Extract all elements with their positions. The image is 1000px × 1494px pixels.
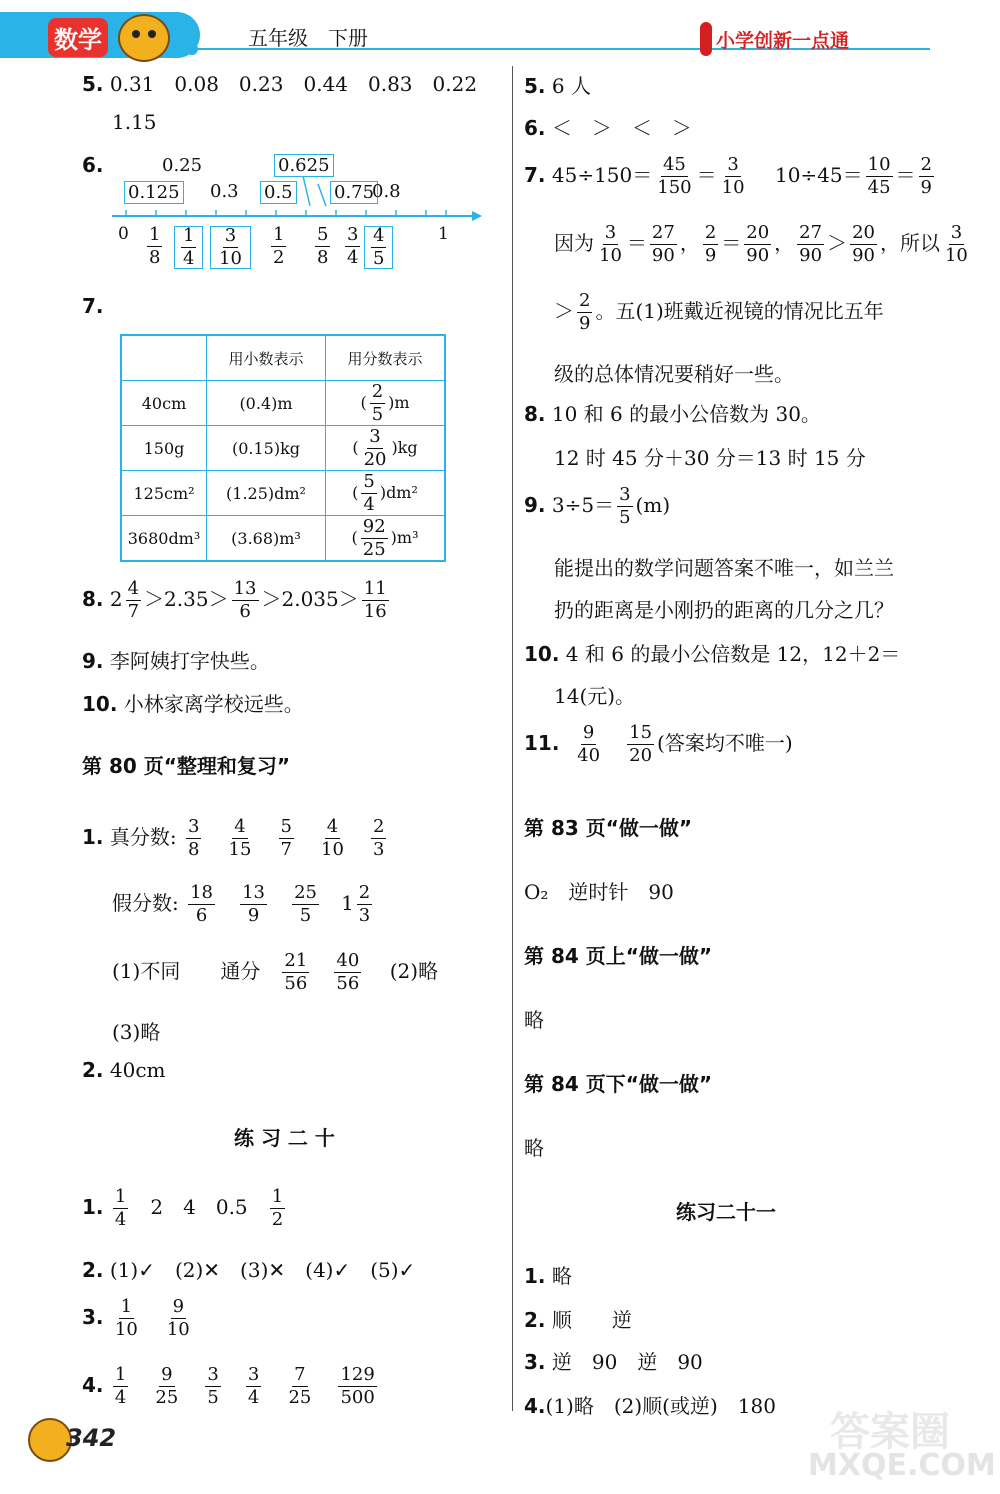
- left-q9: 9. 李阿姨打字快些。: [82, 649, 270, 673]
- table-row: [121, 516, 445, 562]
- right-r9-line1: 9. 3÷5＝ $\frac{3}{5}$ (m): [524, 484, 671, 528]
- left-e4: 4. $\frac{1}{4}$ $\frac{9}{25}$ $\frac{3}{5}$ $\frac{3}{4}$ $\frac{7}{25}$ $\frac{129}{500}$: [82, 1364, 375, 1408]
- book-title: 小学创新一点通: [716, 30, 850, 52]
- left-q5: 5. 0.31 0.08 0.23 0.44 0.83 0.22: [82, 72, 478, 96]
- table-header-cell: [121, 335, 207, 381]
- left-q6-num: 6.: [82, 153, 104, 177]
- right-r9-line3: 扔的距离是小刚扔的距离的几分之几？: [554, 598, 894, 622]
- right-r8-line2: 12 时 45 分＋30 分＝13 时 15 分: [554, 446, 866, 470]
- section-heading: 第 80 页“整理和复习”: [82, 754, 291, 778]
- right-r11: 11. $\frac{9}{40}$ $\frac{15}{20}$ (答案均不唯一): [524, 722, 793, 766]
- table-cell: (3.68)m³: [207, 516, 326, 562]
- table-cell: 125cm²: [121, 471, 207, 516]
- right-r9-line2: 能提出的数学问题答案不唯一，如兰兰: [554, 556, 894, 580]
- left-s1-line4: (3)略: [112, 1020, 161, 1044]
- table-header-row: [121, 335, 445, 381]
- page-number: 342: [66, 1424, 117, 1452]
- table-cell: 3680dm³: [121, 516, 207, 562]
- right-s84b: 略: [524, 1136, 544, 1160]
- number-line-axis: [108, 170, 488, 230]
- q5-values: 0.31 0.08 0.23 0.44 0.83 0.22: [109, 72, 478, 96]
- section-heading: 第 83 页“做一做”: [524, 816, 693, 840]
- watermark-url: MXQE.COM: [808, 1448, 996, 1483]
- nl-label: 0.25: [162, 155, 203, 176]
- table-cell: ( $\frac{3}{20}$ )kg: [326, 426, 446, 471]
- right-r7-line2: 因为 $\frac{3}{10}$ ＝ $\frac{27}{90}$ ， $\frac{2}{9}$ ＝ $\frac{20}{90}$ ， $\frac{27}{90}$ ＞ $\frac{20}{90}$ ，所以 $\frac{3}{10}$: [554, 222, 968, 266]
- nl-frac: $\frac{3}{4}$: [347, 224, 359, 268]
- left-e3: 3. $\frac{1}{10}$ $\frac{9}{10}$: [82, 1296, 190, 1340]
- q5-values-line2: 1.15: [112, 110, 157, 134]
- right-r6: 6. ＜ ＞ ＜ ＞: [524, 116, 692, 140]
- left-s1-improper: 假分数: $\frac{18}{6}$ $\frac{13}{9}$ $\frac{25}{5}$ 1 $\frac{2}{3}$: [112, 882, 371, 926]
- right-r5: 5. 6 人: [524, 74, 591, 98]
- left-s1-proper: 1. 真分数: $\frac{3}{8}$ $\frac{4}{15}$ $\frac{5}{7}$ $\frac{4}{10}$ $\frac{2}{3}$: [82, 816, 385, 860]
- right-x4: 4.(1)略 (2)顺(或逆) 180: [524, 1394, 776, 1418]
- table-cell: (1.25)dm²: [207, 471, 326, 516]
- table-header-cell: 用分数表示: [326, 335, 446, 381]
- right-s83: O₂ 逆时针 90: [524, 880, 674, 904]
- nl-label: 0.8: [372, 181, 401, 202]
- column-divider: [512, 66, 513, 1411]
- left-e1: 1. $\frac{1}{4}$ 2 4 0.5 $\frac{1}{2}$: [82, 1186, 284, 1230]
- table-cell: ( $\frac{92}{25}$ )m³: [326, 516, 446, 562]
- table-row: [121, 381, 445, 426]
- nl-zero: 0: [118, 224, 129, 244]
- conversion-table: [120, 334, 446, 562]
- exercise-heading: 练习二十一: [676, 1200, 776, 1224]
- right-x2: 2. 顺 逆: [524, 1308, 632, 1332]
- nl-one: 1: [438, 224, 449, 244]
- nl-label-boxed: 0.125: [124, 181, 184, 204]
- right-r10-line1: 10. 4 和 6 的最小公倍数是 12，12＋2＝: [524, 642, 901, 666]
- table-header-cell: 用小数表示: [207, 335, 326, 381]
- table-cell: (0.4)m: [207, 381, 326, 426]
- nl-frac-boxed: $\frac{3}{10}$: [210, 226, 251, 269]
- nl-label-boxed: 0.625: [274, 154, 334, 177]
- table-cell: 40cm: [121, 381, 207, 426]
- grade-label: 五年级 下册: [248, 26, 368, 50]
- book-ribbon-icon: [700, 22, 712, 56]
- nl-frac-boxed: $\frac{4}{5}$: [364, 226, 393, 269]
- right-r10-line2: 14(元)。: [554, 684, 636, 708]
- nl-label-boxed: 0.5: [260, 181, 297, 204]
- watermark-logo: 答案圈: [830, 1409, 950, 1455]
- left-q7-num: 7.: [82, 294, 104, 318]
- subject-badge: 数学: [48, 18, 108, 57]
- right-x1: 1. 略: [524, 1264, 572, 1288]
- section-heading: 第 84 页下“做一做”: [524, 1072, 713, 1096]
- nl-label-boxed: 0.75: [330, 181, 378, 204]
- nl-frac: $\frac{1}{8}$: [149, 224, 161, 268]
- nl-frac: $\frac{5}{8}$: [317, 224, 329, 268]
- table-cell: 150g: [121, 426, 207, 471]
- nl-frac-boxed: $\frac{1}{4}$: [174, 226, 203, 269]
- left-q10: 10. 小林家离学校远些。: [82, 692, 304, 716]
- left-s1-line3: (1)不同 通分 $\frac{21}{56}$ $\frac{40}{56}$ (2)略: [112, 950, 439, 994]
- right-r7-line3: ＞ $\frac{2}{9}$ 。五(1)班戴近视镜的情况比五年: [554, 290, 884, 334]
- nl-label: 0.3: [210, 181, 239, 202]
- right-r7-line1: 7. 45÷150＝ $\frac{45}{150}$ ＝ $\frac{3}{10}$ 10÷45＝ $\frac{10}{45}$ ＝ $\frac{2}{9}$: [524, 154, 932, 198]
- table-cell: ( $\frac{2}{5}$ )m: [326, 381, 446, 426]
- mascot-icon: [118, 14, 170, 62]
- table-cell: ( $\frac{5}{4}$ )dm²: [326, 471, 446, 516]
- left-q8: 8. 2 $\frac{4}{7}$ ＞2.35＞ $\frac{13}{6}$ ＞2.035＞ $\frac{11}{16}$: [82, 578, 387, 622]
- table-cell: (0.15)kg: [207, 426, 326, 471]
- table-row: [121, 426, 445, 471]
- right-r7-line4: 级的总体情况要稍好一些。: [554, 362, 794, 386]
- right-r8-line1: 8. 10 和 6 的最小公倍数为 30。: [524, 402, 821, 426]
- right-s84a: 略: [524, 1008, 544, 1032]
- section-heading: 第 84 页上“做一做”: [524, 944, 713, 968]
- left-s2: 2. 40cm: [82, 1058, 166, 1082]
- nl-frac: $\frac{1}{2}$: [273, 224, 285, 268]
- table-row: [121, 471, 445, 516]
- left-e2: 2. (1)✓ (2)✕ (3)✕ (4)✓ (5)✓: [82, 1258, 416, 1282]
- exercise-heading: 练 习 二 十: [234, 1126, 335, 1150]
- right-x3: 3. 逆 90 逆 90: [524, 1350, 703, 1374]
